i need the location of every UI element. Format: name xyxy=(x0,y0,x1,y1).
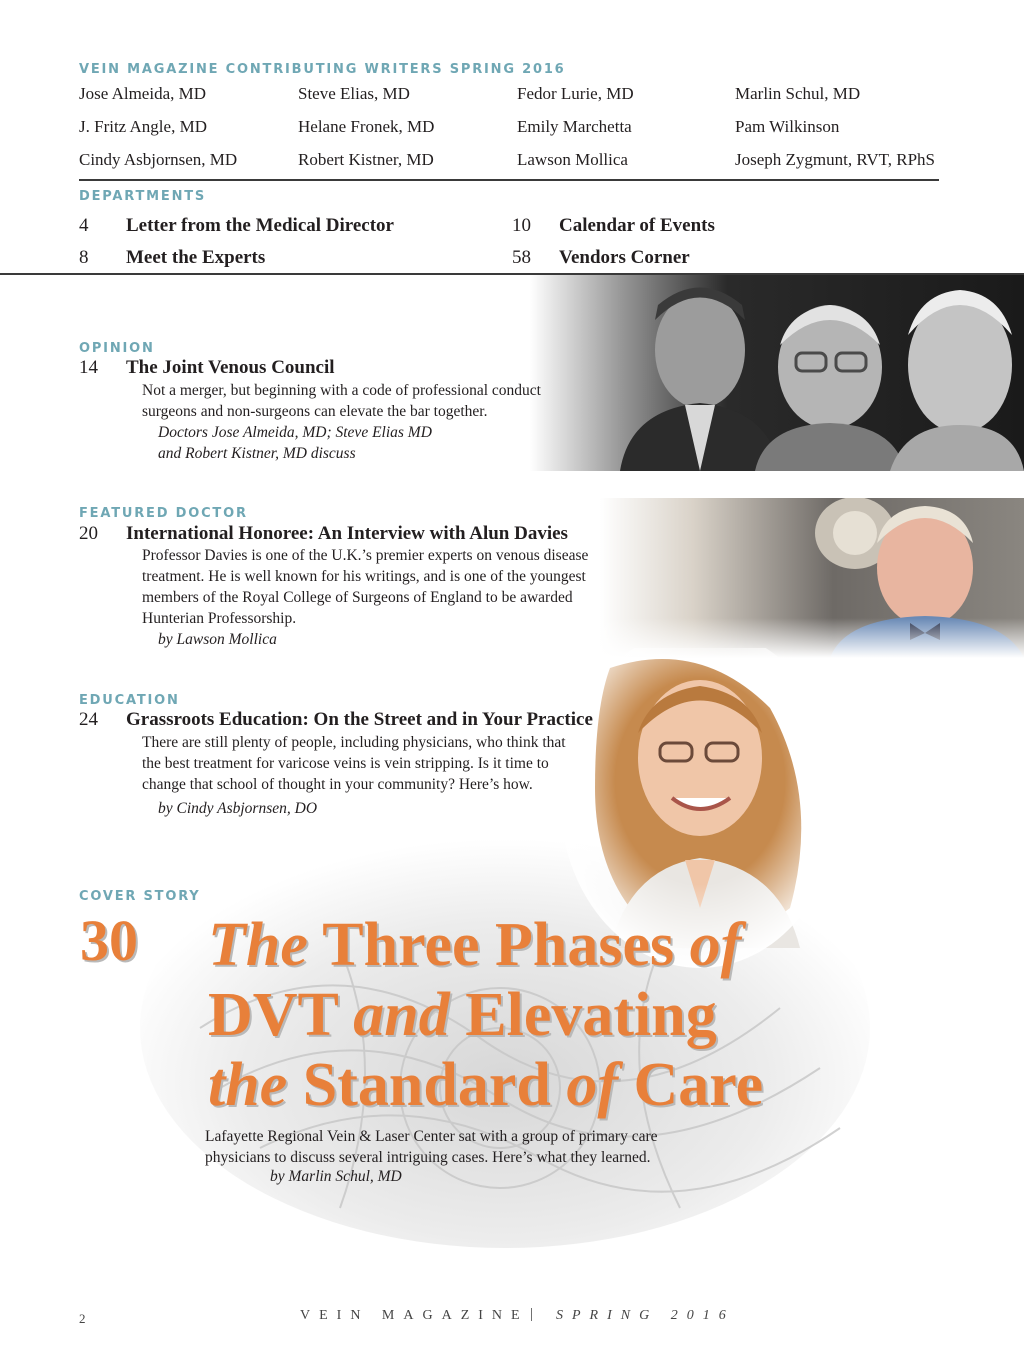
contributor-name: Cindy Asbjornsen, MD xyxy=(79,150,238,169)
cover-title[interactable] xyxy=(208,910,763,1120)
cover-byline: by Marlin Schul, MD xyxy=(270,1168,402,1185)
education-label: EDUCATION xyxy=(79,693,180,708)
opinion-byline-line: Doctors Jose Almeida, MD; Steve Elias MD xyxy=(158,424,432,441)
footer-issue-season: SPRING 2016 xyxy=(556,1308,735,1323)
education-desc-line: the best treatment for varicose veins is vein stripping. Is it time to xyxy=(142,755,549,772)
cover-title-line-3: the Standard of Care xyxy=(208,1051,764,1119)
cover-desc-line: Lafayette Regional Vein & Laser Center sat with a group of primary care xyxy=(205,1128,658,1145)
dept-page-number: 10 xyxy=(512,215,531,236)
education-desc-line: There are still plenty of people, including physicians, who think that xyxy=(142,734,566,751)
education-title[interactable]: Grassroots Education: On the Street and in Your Practice xyxy=(126,709,593,730)
opinion-desc-line: surgeons and non-surgeons can elevate the bar together. xyxy=(142,403,488,420)
featured-label: FEATURED DOCTOR xyxy=(79,506,248,521)
contributor-name: Marlin Schul, MD xyxy=(735,84,861,103)
opinion-title[interactable]: The Joint Venous Council xyxy=(126,357,335,378)
featured-desc-line: treatment. He is well known for his writings, and is one of the youngest xyxy=(142,568,586,585)
education-description xyxy=(142,732,566,795)
footer-magazine-name: VEIN MAGAZINE xyxy=(300,1308,529,1323)
contributor-name: Emily Marchetta xyxy=(517,117,632,136)
opinion-page-number: 14 xyxy=(79,357,98,378)
contributor-name: Lawson Mollica xyxy=(517,150,628,169)
cover-desc-line: physicians to discuss several intriguing cases. Here’s what they learned. xyxy=(205,1149,651,1166)
opinion-desc-line: Not a merger, but beginning with a code of professional conduct xyxy=(142,382,541,399)
dept-title-letter[interactable]: Letter from the Medical Director xyxy=(126,215,394,236)
featured-doctor-photo xyxy=(600,498,1024,658)
opinion-label: OPINION xyxy=(79,341,155,356)
featured-desc-line: Hunterian Professorship. xyxy=(142,610,297,627)
contributor-name: Pam Wilkinson xyxy=(735,117,840,136)
dept-page-number: 8 xyxy=(79,247,89,268)
dept-title-vendors[interactable]: Vendors Corner xyxy=(559,247,690,268)
contributor-name: J. Fritz Angle, MD xyxy=(79,117,207,136)
dept-title-calendar[interactable]: Calendar of Events xyxy=(559,215,715,236)
contributor-name: Helane Fronek, MD xyxy=(298,117,435,136)
contributors-label: VEIN MAGAZINE CONTRIBUTING WRITERS SPRING 2016 xyxy=(79,62,566,77)
featured-title[interactable]: International Honoree: An Interview with Alun Davies xyxy=(126,523,568,544)
contributor-name: Jose Almeida, MD xyxy=(79,84,207,103)
contributor-name: Robert Kistner, MD xyxy=(298,150,434,169)
featured-desc-line: Professor Davies is one of the U.K.’s premier experts on venous disease xyxy=(142,547,589,564)
footer-separator: | xyxy=(530,1306,534,1322)
contributor-name: Fedor Lurie, MD xyxy=(517,84,634,103)
opinion-description xyxy=(142,380,541,422)
contributor-name: Steve Elias, MD xyxy=(298,84,410,103)
featured-byline: by Lawson Mollica xyxy=(158,631,277,648)
cover-title-line-1: The Three Phases of xyxy=(208,911,742,979)
education-byline: by Cindy Asbjornsen, DO xyxy=(158,800,318,817)
education-desc-line: change that school of thought in your community? Here’s how. xyxy=(142,776,533,793)
featured-desc-line: members of the Royal College of Surgeons of England to be awarded xyxy=(142,589,573,606)
footer-page-number: 2 xyxy=(79,1311,86,1326)
education-page-number: 24 xyxy=(79,709,98,730)
opinion-byline-line: and Robert Kistner, MD discuss xyxy=(158,445,356,462)
dept-page-number: 58 xyxy=(512,247,531,268)
contributor-name: Joseph Zygmunt, RVT, RPhS xyxy=(735,150,935,169)
dept-title-experts[interactable]: Meet the Experts xyxy=(126,247,266,268)
opinion-byline xyxy=(158,422,432,464)
dept-page-number: 4 xyxy=(79,215,89,236)
departments-label: DEPARTMENTS xyxy=(79,189,207,204)
contributors-rule xyxy=(79,179,939,181)
cover-title-line-2: DVT and Elevating xyxy=(208,981,717,1049)
cover-label: COVER STORY xyxy=(79,889,201,904)
opinion-doctors-photo xyxy=(530,275,1024,471)
cover-description xyxy=(205,1126,658,1168)
featured-page-number: 20 xyxy=(79,523,98,544)
featured-description xyxy=(142,545,588,629)
cover-page-number: 30 xyxy=(80,908,138,973)
